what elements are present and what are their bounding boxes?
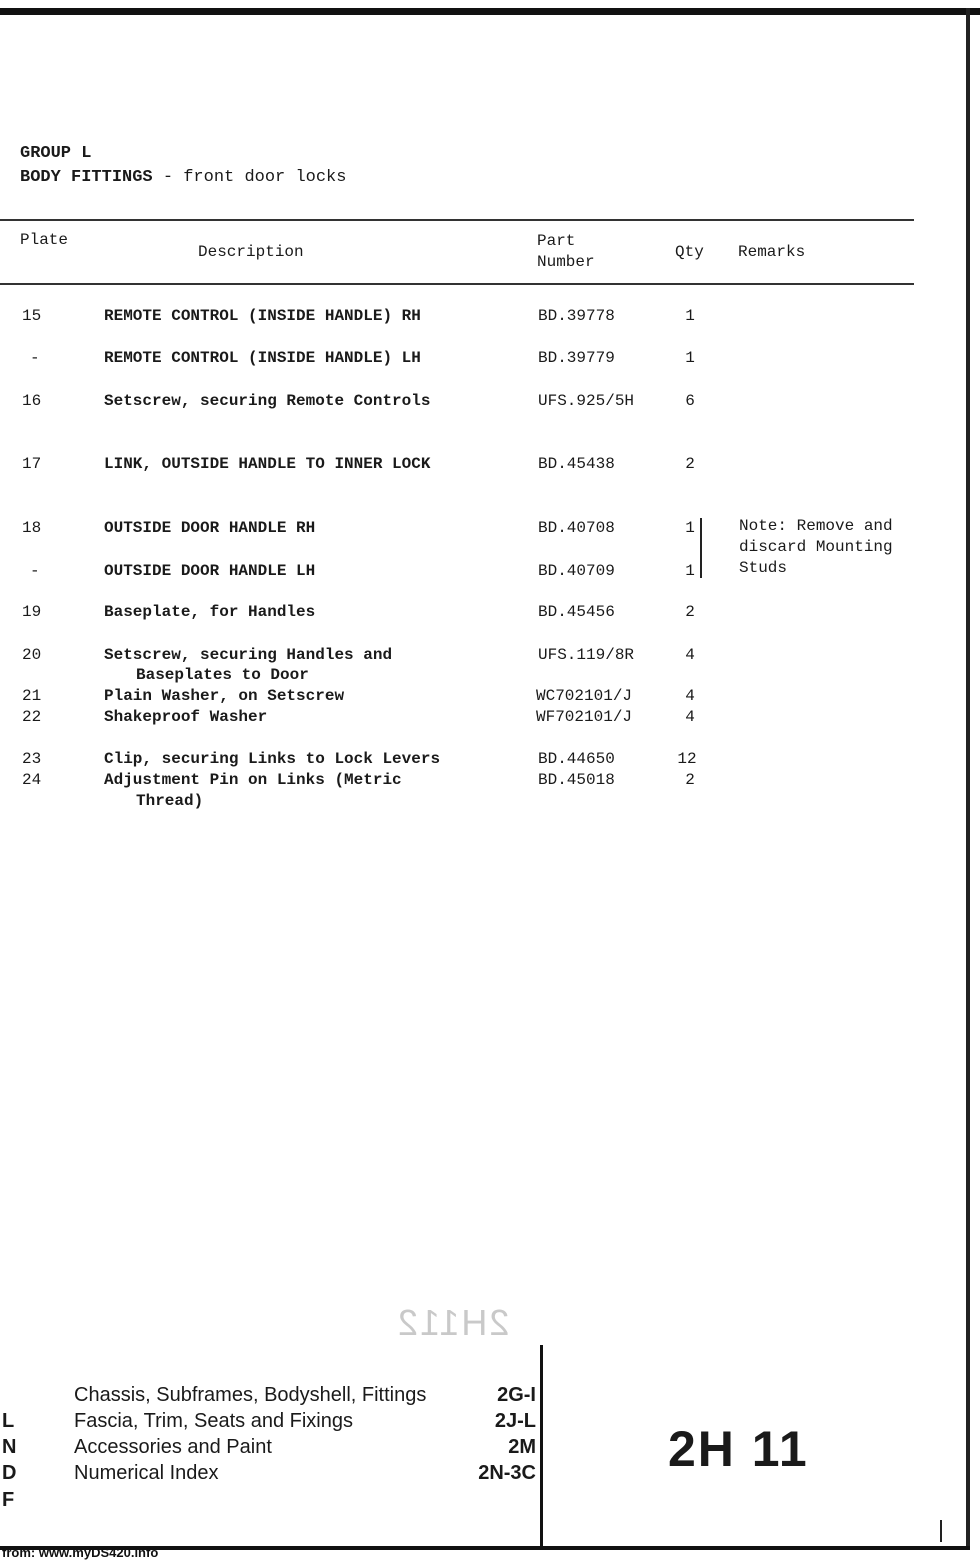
row-qty: 6	[685, 392, 695, 410]
col-header-part-line2: Number	[537, 253, 595, 271]
row-description-continued: Baseplates to Door	[136, 666, 309, 684]
subtitle-rest: - front door locks	[152, 168, 347, 187]
index-label: Chassis, Subframes, Bodyshell, Fittings	[74, 1384, 427, 1406]
source-watermark: from: www.myDS420.info	[2, 1545, 159, 1560]
row-description: OUTSIDE DOOR HANDLE LH	[104, 562, 316, 580]
row-description: Plain Washer, on Setscrew	[104, 687, 345, 705]
row-plate: -	[30, 562, 40, 580]
row-qty: 4	[685, 687, 695, 705]
index-code: 2N-3C	[478, 1462, 536, 1484]
row-qty: 2	[685, 603, 695, 621]
row-description: OUTSIDE DOOR HANDLE RH	[104, 519, 316, 537]
row-part-number: BD.40708	[538, 519, 615, 537]
row-plate: 22	[22, 708, 42, 726]
row-part-number: BD.45018	[538, 771, 615, 789]
row-description: REMOTE CONTROL (INSIDE HANDLE) LH	[104, 349, 421, 367]
subtitle-main: BODY FITTINGS	[20, 168, 153, 187]
row-qty: 4	[685, 646, 695, 664]
col-header-remarks: Remarks	[738, 243, 806, 261]
row-part-number: WF702101/J	[536, 708, 633, 726]
row-part-number: BD.44650	[538, 750, 615, 768]
row-plate: 15	[22, 307, 42, 325]
row-qty: 1	[685, 519, 695, 537]
mirrored-stamp: 2H112	[396, 1302, 510, 1343]
row-description: Adjustment Pin on Links (Metric	[104, 771, 402, 789]
row-qty: 1	[685, 349, 695, 367]
table-header-rule	[0, 283, 914, 285]
row-part-number: WC702101/J	[536, 687, 633, 705]
row-plate: 18	[22, 519, 42, 537]
row-qty: 1	[685, 562, 695, 580]
section-subtitle	[20, 168, 346, 187]
col-header-description: Description	[198, 243, 304, 261]
index-entry	[74, 1384, 536, 1407]
col-header-qty: Qty	[675, 243, 704, 261]
row-qty: 2	[685, 455, 695, 473]
index-code: 2M	[508, 1436, 536, 1458]
col-header-part-number	[537, 231, 595, 273]
index-letter: N	[2, 1436, 17, 1458]
row-plate: 19	[22, 603, 42, 621]
row-plate: -	[30, 349, 40, 367]
row-plate: 20	[22, 646, 42, 664]
top-border	[0, 8, 980, 15]
remarks-note: Note: Remove and discard Mounting Studs	[739, 517, 893, 577]
group-title: GROUP L	[20, 144, 92, 163]
row-qty: 1	[685, 307, 695, 325]
row-qty: 12	[677, 750, 697, 768]
col-header-part-line1: Part	[537, 232, 576, 250]
col-header-plate: Plate	[20, 231, 69, 249]
row-description: Clip, securing Links to Lock Levers	[104, 750, 441, 768]
index-entry	[74, 1462, 536, 1485]
index-letter: L	[2, 1410, 15, 1432]
row-part-number: UFS.925/5H	[538, 392, 635, 410]
row-part-number: BD.39778	[538, 307, 615, 325]
row-part-number: BD.39779	[538, 349, 615, 367]
row-plate: 23	[22, 750, 42, 768]
right-border	[966, 8, 970, 1548]
index-entry	[74, 1410, 536, 1433]
remarks-bracket	[700, 518, 702, 578]
row-description: Setscrew, securing Remote Controls	[104, 392, 431, 410]
row-part-number: BD.45438	[538, 455, 615, 473]
page-number: 2H 11	[668, 1421, 809, 1477]
row-part-number: UFS.119/8R	[538, 646, 635, 664]
index-label: Numerical Index	[74, 1462, 219, 1484]
table-top-rule	[0, 219, 914, 221]
index-letter: D	[2, 1462, 17, 1484]
row-description: Shakeproof Washer	[104, 708, 268, 726]
index-letter: F	[2, 1489, 15, 1511]
row-plate: 16	[22, 392, 42, 410]
index-code: 2G-I	[497, 1384, 536, 1406]
row-qty: 4	[685, 708, 695, 726]
index-entry	[74, 1436, 536, 1459]
footer-divider	[540, 1345, 543, 1547]
row-description: REMOTE CONTROL (INSIDE HANDLE) RH	[104, 307, 421, 325]
row-part-number: BD.45456	[538, 603, 615, 621]
corner-mark	[940, 1520, 942, 1542]
index-label: Fascia, Trim, Seats and Fixings	[74, 1410, 353, 1432]
row-plate: 24	[22, 771, 42, 789]
index-label: Accessories and Paint	[74, 1436, 272, 1458]
row-part-number: BD.40709	[538, 562, 615, 580]
index-code: 2J-L	[494, 1410, 536, 1432]
row-description: Baseplate, for Handles	[104, 603, 316, 621]
row-description-continued: Thread)	[136, 792, 204, 810]
row-qty: 2	[685, 771, 695, 789]
row-description: LINK, OUTSIDE HANDLE TO INNER LOCK	[104, 455, 431, 473]
row-plate: 21	[22, 687, 42, 705]
row-description: Setscrew, securing Handles and	[104, 646, 393, 664]
row-plate: 17	[22, 455, 42, 473]
